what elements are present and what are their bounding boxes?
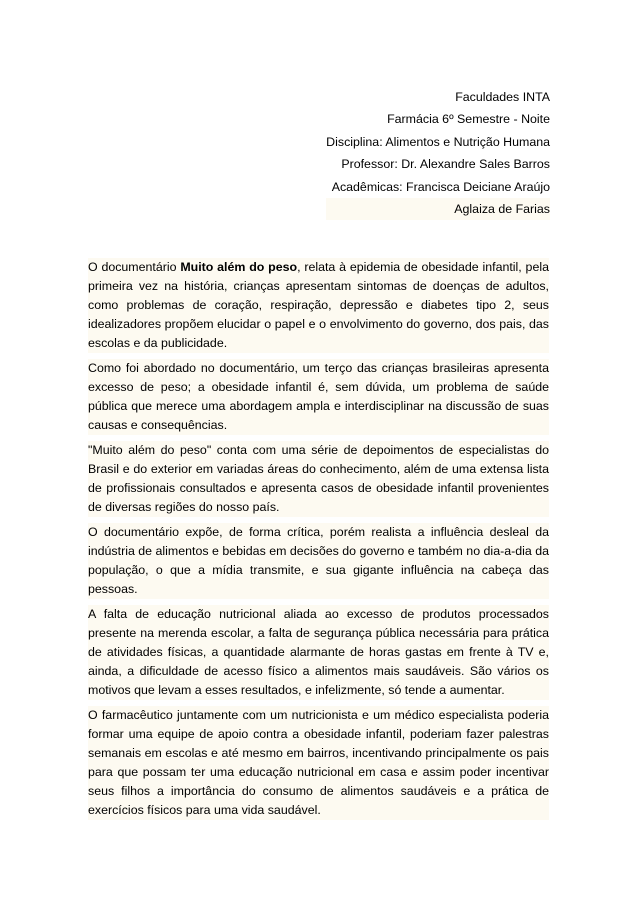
student-2-name: Aglaiza de Farias — [326, 198, 550, 220]
paragraph-1-intro: O documentário — [88, 260, 181, 274]
paragraph-2: Como foi abordado no documentário, um terço das crianças brasileiras apresenta excesso de peso; a obesidade infantil é, sem dúvida, um problema de saúde pública que merece uma abordagem ampla e interdisciplinar na discussão de suas causas e consequências. — [88, 359, 549, 435]
document-header — [326, 86, 550, 220]
paragraph-4: O documentário expõe, de forma crítica, porém realista a influência desleal da indústria de alimentos e bebidas em decisões do governo e também no dia-a-dia da população, o que a mídia transmite, e sua gigante influência na cabeça das pessoas. — [88, 523, 549, 599]
paragraph-1-rest: , relata à epidemia de obesidade infantil, pela primeira vez na história, crianças apresentam sintomas de doenças de adultos, como problemas de coração, respiração, depressão e diabetes tipo 2, seus idealizadores propõem elucidar o papel e o envolvimento do governo, dos pais, das escolas e da publicidade. — [88, 260, 549, 350]
paragraph-1 — [88, 258, 549, 353]
course-name: Farmácia 6º Semestre - Noite — [387, 112, 550, 127]
paragraph-5: A falta de educação nutricional aliada ao excesso de produtos processados presente na merenda escolar, a falta de segurança pública necessária para prática de atividades físicas, a quantidade alarmante de horas gastas em frente à TV e, ainda, a dificuldade de acesso físico a alimentos mais saudáveis. São vários os motivos que levam a esses resultados, e infelizmente, só tende a aumentar. — [88, 605, 549, 700]
documentary-title: Muito além do peso — [180, 260, 298, 274]
students-line: Acadêmicas: Francisca Deiciane Araújo — [331, 179, 550, 194]
paragraph-6: O farmacêutico juntamente com um nutricionista e um médico especialista poderia formar uma equipe de apoio contra a obesidade infantil, poderiam fazer palestras semanais em escolas e até mesmo em bairros, incentivando principalmente os pais para que possam ter uma educação nutricional em casa e assim poder incentivar seus filhos a importância do consumo de alimentos saudáveis e a prática de exercícios físicos para uma vida saudável. — [88, 706, 549, 820]
institution-name: Faculdades INTA — [455, 90, 550, 104]
professor-name: Professor: Dr. Alexandre Sales Barros — [341, 157, 550, 172]
discipline-name: Disciplina: Alimentos e Nutrição Humana — [326, 134, 550, 149]
document-body — [88, 258, 549, 826]
paragraph-3: "Muito além do peso" conta com uma série de depoimentos de especialistas do Brasil e do exterior em variadas áreas do conhecimento, além de uma extensa lista de profissionais consultados e apresenta casos de obesidade infantil provenientes de diversas regiões do nosso país. — [88, 441, 549, 517]
